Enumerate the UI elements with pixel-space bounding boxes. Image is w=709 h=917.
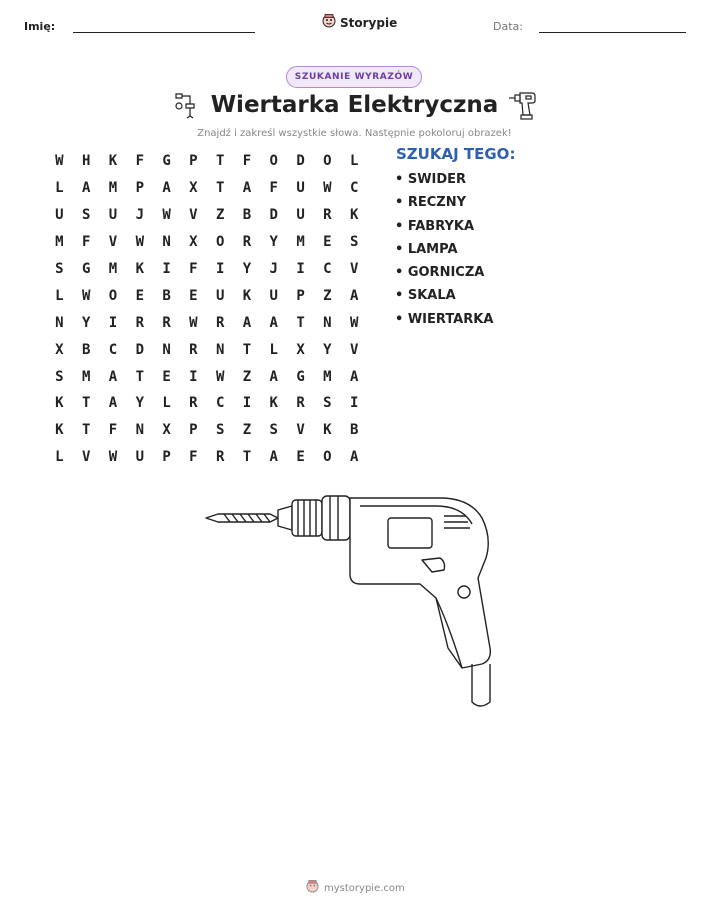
grid-letter[interactable]: U (108, 207, 118, 224)
grid-letter[interactable]: Y (323, 341, 332, 358)
grid-letter[interactable]: U (215, 287, 225, 304)
grid-letter[interactable]: A (81, 180, 91, 197)
grid-letter[interactable]: X (162, 422, 171, 439)
brand-name: Storypie (340, 15, 398, 30)
storypie-logo-icon (322, 14, 336, 31)
grid-letter[interactable]: T (215, 153, 225, 170)
grid-letter[interactable]: I (189, 368, 198, 385)
grid-row (46, 256, 368, 283)
grid-letter[interactable]: O (269, 153, 278, 170)
word-list-item: • WIERTARKA (395, 311, 494, 327)
grid-letter[interactable]: R (215, 314, 225, 331)
grid-letter[interactable]: X (296, 341, 305, 358)
word-list-item: • GORNICZA (395, 265, 485, 281)
grid-letter[interactable]: K (242, 287, 252, 304)
grid-letter[interactable]: S (81, 207, 91, 224)
grid-letter[interactable]: I (108, 314, 118, 331)
word-list-item: • RECZNY (395, 195, 466, 211)
grid-letter[interactable]: S (323, 395, 332, 412)
grid-letter[interactable]: E (296, 449, 305, 466)
grid-letter[interactable]: Y (242, 261, 252, 277)
grid-letter[interactable]: C (349, 180, 359, 197)
page-title: Wiertarka Elektryczna (210, 92, 499, 118)
grid-row (46, 282, 368, 309)
grid-letter[interactable]: K (55, 395, 64, 412)
grid-letter[interactable]: T (296, 314, 305, 331)
grid-row (46, 363, 368, 390)
grid-letter[interactable]: Y (135, 395, 144, 412)
grid-letter[interactable]: U (135, 449, 144, 466)
storypie-logo-icon (306, 880, 319, 896)
word-list-item: • SKALA (395, 288, 456, 304)
grid-letter[interactable]: T (135, 368, 144, 385)
grid-letter[interactable]: B (349, 422, 359, 439)
grid-letter[interactable]: R (215, 449, 225, 466)
grid-letter[interactable]: Z (242, 368, 252, 385)
grid-letter[interactable]: T (81, 422, 91, 439)
grid-letter[interactable]: J (269, 261, 278, 277)
date-label: Data: (493, 20, 523, 33)
grid-letter[interactable]: U (55, 207, 64, 224)
grid-letter[interactable]: W (189, 314, 198, 331)
grid-letter[interactable]: A (242, 314, 252, 331)
grid-letter[interactable]: F (189, 449, 198, 466)
grid-letter[interactable]: K (323, 422, 332, 439)
grid-letter[interactable]: S (215, 422, 225, 439)
grid-letter[interactable]: D (296, 153, 305, 170)
grid-letter[interactable]: A (269, 314, 278, 331)
grid-letter[interactable]: Z (242, 422, 252, 439)
footer (306, 880, 405, 896)
grid-letter[interactable]: A (269, 449, 278, 466)
grid-letter[interactable]: F (269, 180, 278, 197)
grid-letter[interactable]: A (108, 395, 118, 412)
grid-letter[interactable]: W (162, 207, 171, 224)
grid-letter[interactable]: U (296, 207, 305, 224)
grid-letter[interactable]: R (242, 234, 252, 251)
grid-letter[interactable]: M (108, 180, 118, 197)
grid-row (46, 390, 368, 417)
grid-letter[interactable]: B (81, 341, 91, 358)
grid-letter[interactable]: A (269, 368, 278, 385)
grid-letter[interactable]: T (242, 341, 252, 358)
grid-letter[interactable]: A (349, 287, 359, 304)
grid-row (46, 444, 368, 471)
grid-letter[interactable]: G (296, 368, 305, 385)
word-search-grid (46, 148, 368, 471)
grid-row (46, 175, 368, 202)
grid-letter[interactable]: I (162, 261, 171, 277)
grid-letter[interactable]: U (296, 180, 305, 197)
grid-letter[interactable]: N (162, 234, 171, 251)
grid-letter[interactable]: S (55, 368, 64, 385)
grid-letter[interactable]: K (135, 261, 144, 277)
grid-letter[interactable]: R (189, 395, 198, 412)
grid-letter[interactable]: P (296, 287, 305, 304)
brand-logo (322, 14, 397, 31)
grid-letter[interactable]: N (323, 314, 332, 331)
grid-letter[interactable]: V (189, 207, 198, 224)
grid-letter[interactable]: E (135, 287, 144, 304)
grid-letter[interactable]: K (349, 207, 359, 224)
grid-letter[interactable]: X (55, 341, 64, 358)
word-list-item: • SWIDER (395, 172, 467, 187)
grid-letter[interactable]: W (215, 368, 225, 385)
grid-letter[interactable]: W (323, 180, 332, 197)
grid-letter[interactable]: E (162, 368, 171, 385)
grid-letter[interactable]: A (349, 368, 359, 385)
grid-letter[interactable]: R (323, 207, 332, 224)
grid-letter[interactable]: L (269, 341, 278, 358)
category-badge: SZUKANIE WYRAZÓW (286, 66, 422, 88)
grid-letter[interactable]: W (349, 314, 359, 331)
grid-letter[interactable]: R (189, 341, 198, 358)
grid-letter[interactable]: Z (215, 207, 225, 224)
grid-letter[interactable]: A (349, 449, 359, 466)
grid-letter[interactable]: V (349, 261, 359, 277)
grid-letter[interactable]: P (135, 180, 144, 197)
grid-letter[interactable]: D (135, 341, 144, 358)
grid-letter[interactable]: T (242, 449, 252, 466)
grid-letter[interactable]: N (162, 341, 171, 358)
grid-letter[interactable]: I (242, 395, 252, 412)
grid-letter[interactable]: L (55, 449, 64, 466)
date-line[interactable] (539, 32, 686, 33)
instructions: Znajdź i zakreśl wszystkie słowa. Następnie pokoloruj obrazek! (197, 128, 512, 139)
grid-letter[interactable]: S (55, 261, 64, 277)
grid-letter[interactable]: M (55, 234, 64, 251)
grid-letter[interactable]: K (55, 422, 64, 439)
grid-letter[interactable]: T (81, 395, 91, 412)
grid-letter[interactable]: F (189, 261, 198, 277)
grid-row (46, 309, 368, 336)
grid-letter[interactable]: M (296, 234, 305, 251)
grid-letter[interactable]: O (323, 153, 332, 170)
grid-letter[interactable]: R (296, 395, 305, 412)
grid-letter[interactable]: L (349, 153, 359, 170)
grid-row (46, 202, 368, 229)
grid-letter[interactable]: I (349, 395, 359, 412)
grid-letter[interactable]: R (162, 314, 171, 331)
grid-letter[interactable]: K (269, 395, 278, 412)
grid-letter[interactable]: G (162, 153, 171, 170)
grid-letter[interactable]: M (81, 368, 91, 385)
name-label: Imię: (24, 20, 56, 33)
grid-letter[interactable]: X (189, 180, 198, 197)
grid-letter[interactable]: B (242, 207, 252, 224)
grid-letter[interactable]: D (269, 207, 278, 224)
grid-letter[interactable]: O (108, 287, 118, 304)
grid-letter[interactable]: F (242, 153, 252, 170)
footer-url[interactable]: mystorypie.com (324, 882, 405, 894)
grid-letter[interactable]: V (108, 234, 118, 251)
grid-row (46, 148, 368, 175)
grid-letter[interactable]: O (323, 449, 332, 466)
grid-letter[interactable]: M (108, 261, 118, 277)
grid-letter[interactable]: V (296, 422, 305, 439)
grid-letter[interactable]: S (349, 234, 359, 251)
grid-letter[interactable]: J (135, 207, 144, 224)
grid-letter[interactable]: N (55, 314, 64, 331)
grid-row (46, 336, 368, 363)
name-line[interactable] (73, 32, 255, 33)
grid-letter[interactable]: X (189, 234, 198, 251)
grid-letter[interactable]: Z (323, 287, 332, 304)
grid-letter[interactable]: U (269, 287, 278, 304)
grid-letter[interactable]: E (323, 234, 332, 251)
grid-letter[interactable]: P (189, 422, 198, 439)
word-list-item: • FABRYKA (395, 218, 475, 234)
grid-letter[interactable]: W (81, 287, 91, 304)
grid-letter[interactable]: W (135, 234, 144, 251)
word-list-item: • LAMPA (395, 241, 458, 257)
grid-letter[interactable]: S (269, 422, 278, 439)
grid-row (46, 229, 368, 256)
grid-letter[interactable]: I (296, 261, 305, 277)
grid-letter[interactable]: O (215, 234, 225, 251)
electric-drill-illustration (200, 488, 500, 722)
grid-letter[interactable]: M (323, 368, 332, 385)
grid-letter[interactable]: A (242, 180, 252, 197)
grid-letter[interactable]: C (323, 261, 332, 277)
grid-letter[interactable]: A (108, 368, 118, 385)
grid-letter[interactable]: N (135, 422, 144, 439)
grid-letter[interactable]: F (81, 234, 91, 251)
grid-letter[interactable]: C (215, 395, 225, 412)
grid-letter[interactable]: C (108, 341, 118, 358)
grid-letter[interactable]: L (162, 395, 171, 412)
grid-letter[interactable]: Y (269, 234, 278, 251)
grid-letter[interactable]: N (215, 341, 225, 358)
grid-letter[interactable]: W (108, 449, 118, 466)
grid-row (46, 417, 368, 444)
grid-letter[interactable]: E (189, 287, 198, 304)
grid-letter[interactable]: Y (81, 314, 91, 331)
grid-letter[interactable]: I (215, 261, 225, 277)
grid-letter[interactable]: L (55, 287, 64, 304)
grid-letter[interactable]: F (135, 153, 144, 170)
grid-letter[interactable]: P (189, 153, 198, 170)
grid-letter[interactable]: L (55, 180, 64, 197)
grid-letter[interactable]: A (162, 180, 171, 197)
grid-letter[interactable]: H (81, 153, 91, 170)
word-list-title: SZUKAJ TEGO: (396, 145, 516, 163)
grid-letter[interactable]: R (135, 314, 144, 331)
grid-letter[interactable]: K (108, 153, 118, 170)
word-list (395, 170, 493, 333)
grid-letter[interactable]: B (162, 287, 171, 304)
grid-letter[interactable]: W (55, 153, 64, 170)
grid-letter[interactable]: V (349, 341, 359, 358)
grid-letter[interactable]: T (215, 180, 225, 197)
grid-letter[interactable]: G (81, 261, 91, 277)
grid-letter[interactable]: V (81, 449, 91, 466)
grid-letter[interactable]: P (162, 449, 171, 466)
grid-letter[interactable]: F (108, 422, 118, 439)
